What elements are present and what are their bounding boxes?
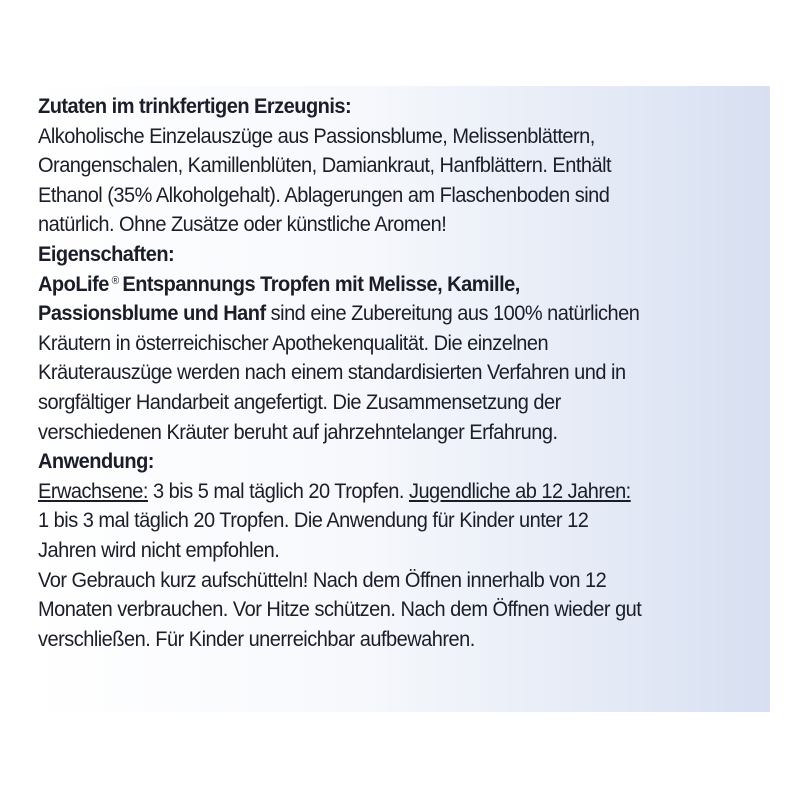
eigenschaften-line: sorgfältiger Handarbeit angefertigt. Die Zusammensetzung der	[38, 389, 561, 414]
zutaten-line: natürlich. Ohne Zusätze oder künstliche Aromen!	[38, 212, 447, 237]
product-name-part1: Entspannungs Tropfen mit Melisse, Kamille,	[122, 271, 520, 296]
eigenschaften-line: Kräuterauszüge werden nach einem standardisierten Verfahren und in	[38, 360, 626, 385]
registered-mark: ®	[111, 274, 119, 287]
anwendung-heading: Anwendung:	[38, 449, 154, 474]
product-name-part2: Passionsblume und Hanf	[38, 301, 266, 326]
youth-label: Jugendliche ab 12 Jahren:	[408, 478, 631, 503]
brand-name: ApoLife	[38, 271, 109, 296]
anwendung-line: verschließen. Für Kinder unerreichbar aufbewahren.	[38, 626, 475, 651]
label-text	[38, 92, 715, 654]
label-panel	[31, 86, 770, 712]
zutaten-line: Ethanol (35% Alkoholgehalt). Ablagerungen am Flaschenboden sind	[38, 182, 610, 207]
adults-label: Erwachsene:	[38, 478, 148, 503]
eigenschaften-line	[38, 299, 715, 329]
zutaten-heading: Zutaten im trinkfertigen Erzeugnis:	[38, 94, 352, 118]
eigenschaften-heading: Eigenschaften:	[38, 241, 175, 266]
zutaten-line: Orangenschalen, Kamillenblüten, Damiankraut, Hanfblättern. Enthält	[38, 153, 612, 178]
zutaten-line: Alkoholische Einzelauszüge aus Passionsblume, Melissenblättern,	[38, 123, 595, 148]
eigenschaften-line: verschiedenen Kräuter beruht auf jahrzehntelanger Erfahrung.	[38, 419, 558, 444]
anwendung-line: 1 bis 3 mal täglich 20 Tropfen. Die Anwendung für Kinder unter 12	[38, 508, 589, 533]
anwendung-dosage-line	[38, 477, 715, 507]
anwendung-line: Jahren wird nicht empfohlen.	[38, 537, 280, 562]
eigenschaften-line-rest: sind eine Zubereitung aus 100% natürlichen	[265, 301, 640, 326]
anwendung-line: Vor Gebrauch kurz aufschütteln! Nach dem Öffnen innerhalb von 12	[38, 567, 607, 592]
adults-dosage: 3 bis 5 mal täglich 20 Tropfen.	[147, 478, 409, 503]
anwendung-line: Monaten verbrauchen. Vor Hitze schützen. Nach dem Öffnen wieder gut	[38, 597, 642, 622]
eigenschaften-line: Kräutern in österreichischer Apothekenqualität. Die einzelnen	[38, 330, 549, 355]
product-name-line	[38, 270, 715, 300]
